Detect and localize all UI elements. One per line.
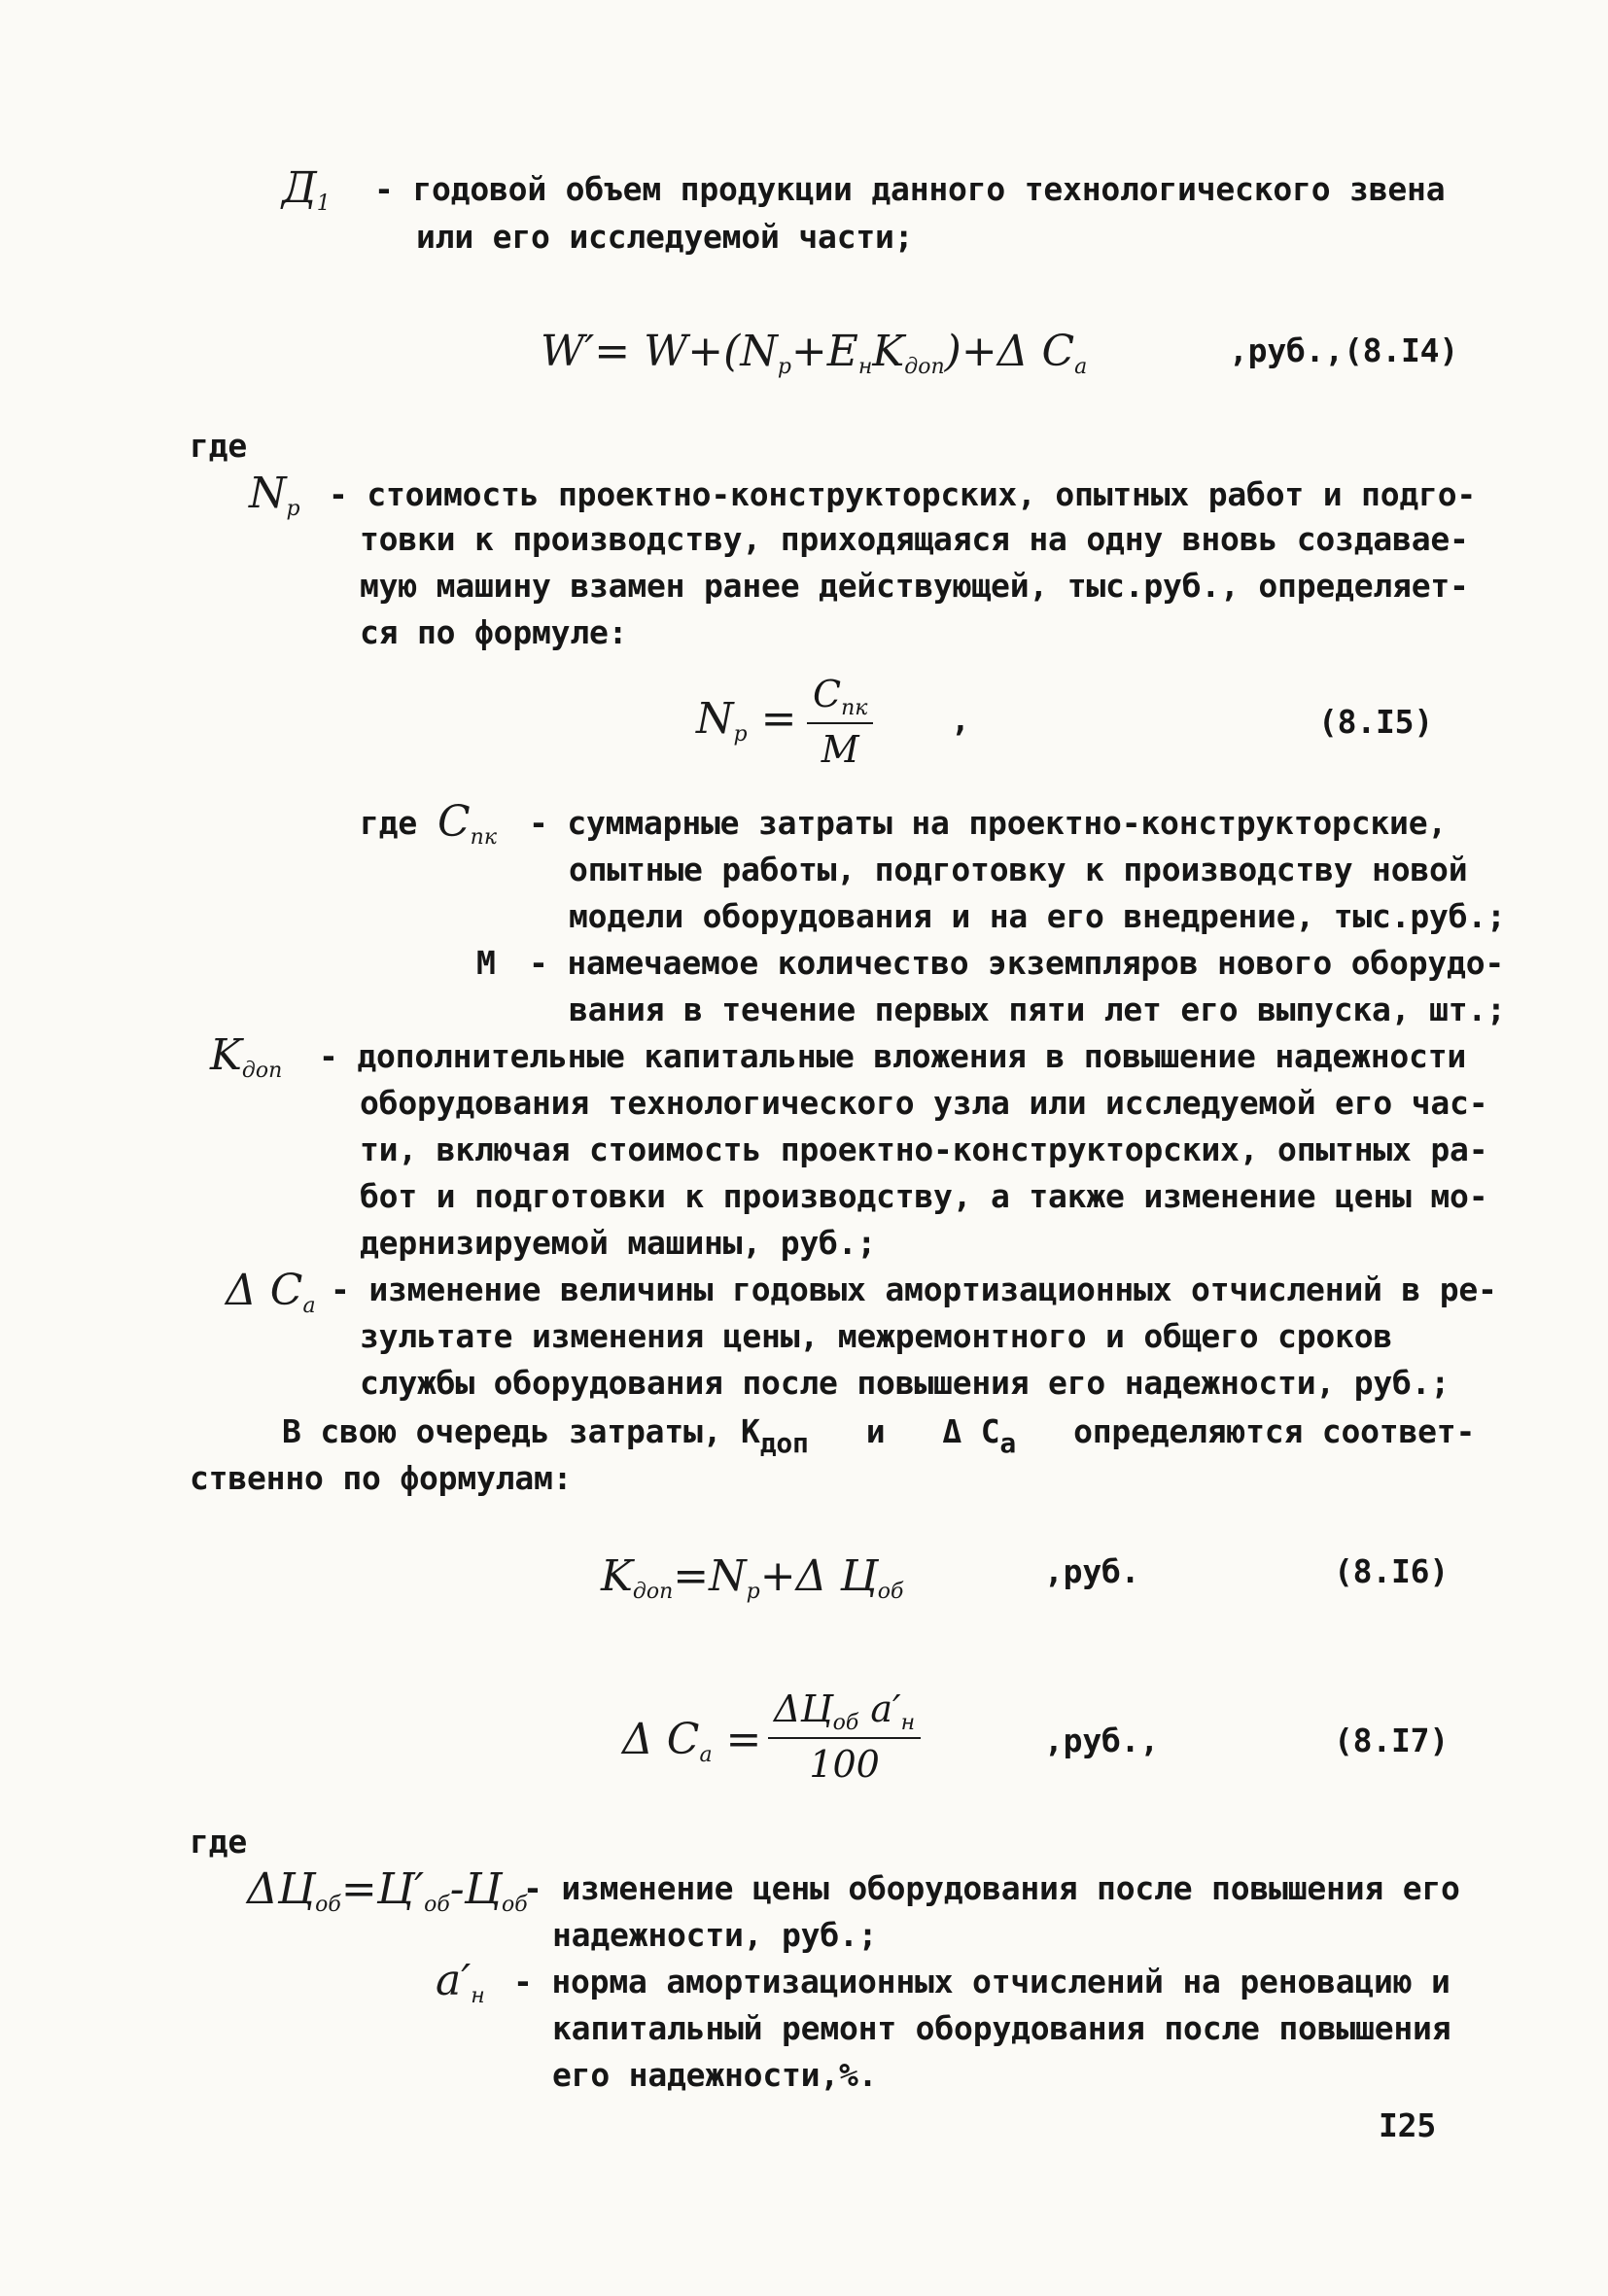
np-line1: - стоимость проектно-конструкторских, опытных работ и подго- bbox=[329, 475, 1477, 513]
np-line4: ся по формуле: bbox=[360, 613, 628, 651]
dc-line1: - изменение цены оборудования после повышения его bbox=[523, 1869, 1460, 1907]
formula-8-16: $K_{доп}=N_р+\Delta$ $Ц_{об}$ bbox=[601, 1551, 904, 1604]
kdop-line4: бот и подготовки к производству, а также изменение цены мо- bbox=[360, 1177, 1488, 1215]
formula-8-16-unit: ,руб. bbox=[1044, 1552, 1140, 1590]
kdop-line2: оборудования технологического узла или исследуемой его час- bbox=[360, 1084, 1488, 1122]
cpk-where: где bbox=[360, 804, 418, 842]
cpk-symbol: $C_{пк}$ bbox=[437, 797, 497, 850]
cpk-line2: опытные работы, подготовку к производству новой bbox=[569, 851, 1468, 888]
formula-8-17-lhs: Δ $C_а$ = bbox=[622, 1715, 762, 1767]
formula-8-15-number: (8.I5) bbox=[1318, 703, 1434, 741]
formula-8-14: $W'= W+(N_р+E_нK_{доп})+\Delta$ $C_а$ bbox=[541, 327, 1088, 379]
cpk-line1: - суммарные затраты на проектно-конструкторские, bbox=[529, 804, 1448, 842]
m-line1: - намечаемое количество экземпляров нового оборудо- bbox=[529, 944, 1505, 982]
formula-8-15-fraction: $C_{пк}$ M bbox=[807, 673, 873, 771]
dc-symbol: $\Delta Ц_{об}=Ц'_{об}-Ц_{об}$ bbox=[247, 1864, 528, 1917]
an-line3: его надежности,%. bbox=[552, 2056, 878, 2094]
formula-8-15-comma: , bbox=[951, 701, 970, 739]
dca-line2: зультате изменения цены, межремонтного и общего сроков bbox=[360, 1317, 1393, 1355]
intro-line2: ственно по формулам: bbox=[190, 1459, 573, 1497]
d1-line2: или его исследуемой части; bbox=[416, 218, 914, 256]
kdop-line5: дернизируемой машины, руб.; bbox=[360, 1224, 877, 1262]
m-symbol: М bbox=[476, 944, 496, 982]
m-line2: вания в течение первых пяти лет его выпуска, шт.; bbox=[569, 991, 1506, 1028]
an-line1: - норма амортизационных отчислений на реновацию и bbox=[513, 1963, 1451, 2000]
np-symbol: $N_р$ bbox=[249, 469, 300, 521]
where-label-2: где bbox=[190, 1823, 248, 1861]
kdop-line1: - дополнительные капитальные вложения в повышение надежности bbox=[319, 1037, 1467, 1075]
kdop-symbol: $K_{доп}$ bbox=[210, 1030, 283, 1083]
intro-line1: В свою очередь затраты, $К_{доп}$ и Δ $С_а$ определяются соответ- bbox=[282, 1412, 1476, 1459]
dca-line1: - изменение величины годовых амортизационных отчислений в ре- bbox=[331, 1270, 1497, 1308]
d1-symbol: $Д_1$ bbox=[282, 163, 331, 216]
formula-8-17-den: 100 bbox=[809, 1743, 880, 1786]
kdop-line3: ти, включая стоимость проектно-конструкторских, опытных ра- bbox=[360, 1131, 1488, 1168]
dca-symbol: Δ $C_а$ bbox=[226, 1266, 316, 1318]
formula-8-15-lhs: $N_р$ = bbox=[696, 694, 797, 747]
np-line2: товки к производству, приходящаяся на одну вновь создавае- bbox=[360, 520, 1469, 558]
cpk-line3: модели оборудования и на его внедрение, тыс.руб.; bbox=[569, 897, 1506, 935]
page-number: I25 bbox=[1379, 2106, 1437, 2144]
formula-8-14-unit: ,руб.,(8.I4) bbox=[1229, 331, 1459, 369]
formula-8-16-number: (8.I6) bbox=[1334, 1552, 1450, 1590]
dc-line2: надежности, руб.; bbox=[552, 1916, 878, 1954]
formula-8-17-fraction: $\Delta Ц_{об}$ $a'_н$ 100 bbox=[768, 1687, 921, 1786]
d1-line1: - годовой объем продукции данного технологического звена bbox=[374, 170, 1446, 208]
an-symbol: $a'_н$ bbox=[436, 1956, 485, 2008]
np-line3: мую машину взамен ранее действующей, тыс.руб., определяет- bbox=[360, 567, 1469, 605]
where-label-1: где bbox=[190, 427, 248, 465]
formula-8-17-number: (8.I7) bbox=[1334, 1722, 1450, 1759]
an-line2: капитальный ремонт оборудования после повышения bbox=[552, 2009, 1451, 2047]
formula-8-17-unit: ,руб., bbox=[1044, 1722, 1160, 1759]
dca-line3: службы оборудования после повышения его надежности, руб.; bbox=[360, 1364, 1451, 1402]
formula-8-15-den: M bbox=[821, 728, 859, 771]
